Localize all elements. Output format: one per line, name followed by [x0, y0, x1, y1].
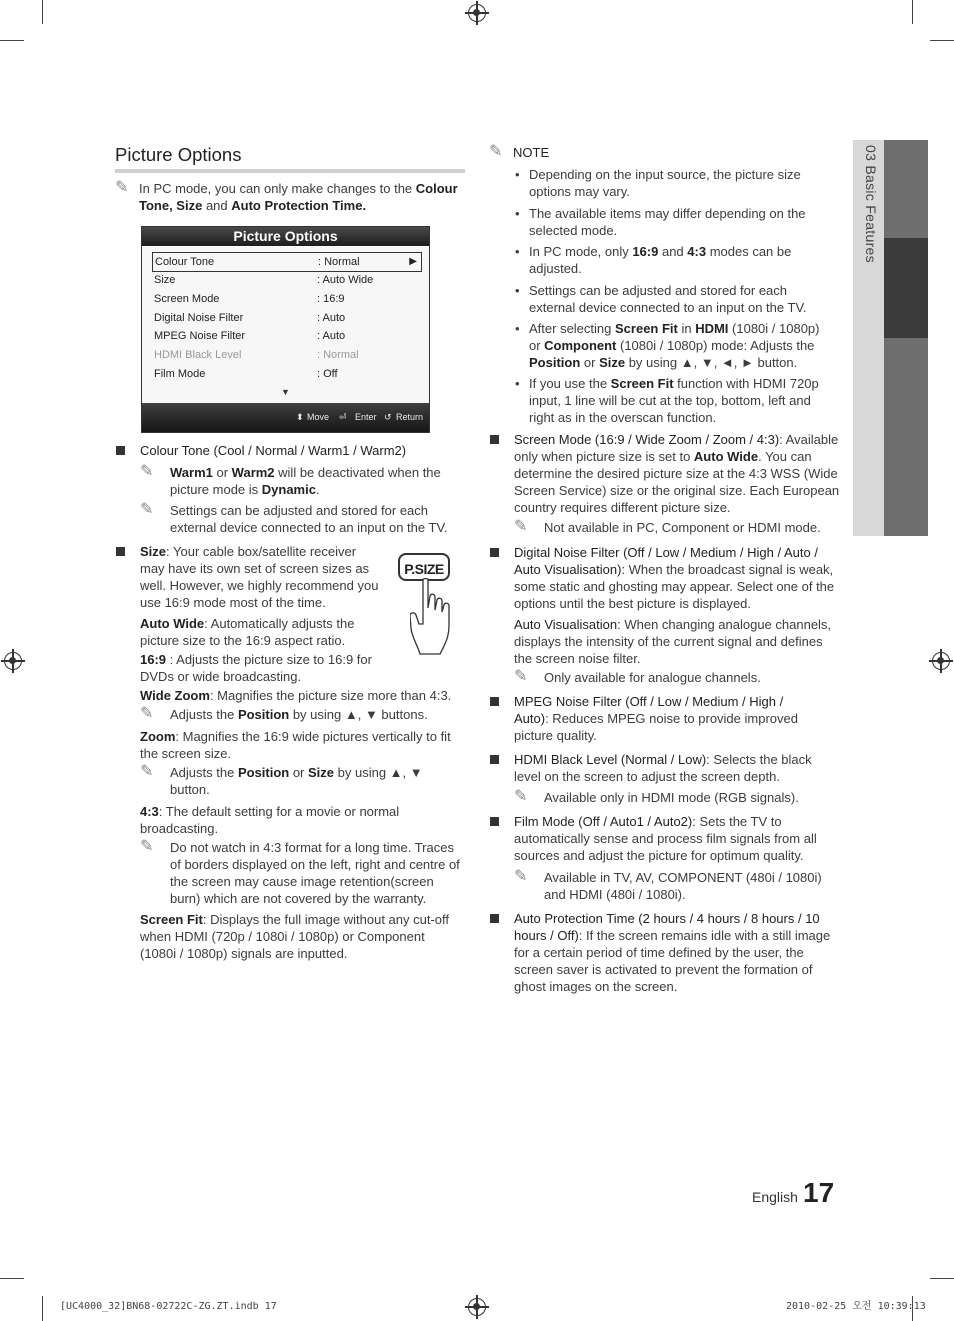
right-arrow-icon: ▶: [409, 256, 417, 267]
page-title: Picture Options: [115, 143, 465, 173]
note-item: The available items may differ depending on the selected mode.: [529, 206, 806, 238]
enter-icon: ⏎: [339, 412, 347, 422]
print-slug-file: [UC4000_32]BN68-02722C-ZG.ZT.indb 17: [60, 1301, 277, 1312]
list-bullet: •: [515, 244, 520, 259]
note-heading: ✎ NOTE: [489, 143, 550, 160]
auto-wide-paragraph: Auto Wide: Automatically adjusts the picture size to the 16:9 aspect ratio.: [140, 616, 355, 648]
bullet-square: [116, 446, 125, 455]
p-size-button-illustration: P.SIZE: [398, 553, 450, 581]
bullet-square: [490, 817, 499, 826]
digital-noise-filter-paragraph: Digital Noise Filter (Off / Low / Medium / High / Auto / Auto Visualisation): When the broadcast signal is weak, some static and ghosting may appear. Select one of the options until the best picture is displayed.: [514, 545, 835, 611]
pencil-note-icon: ✎: [140, 838, 154, 855]
pencil-note-icon: ✎: [140, 463, 154, 480]
film-mode-paragraph: Film Mode (Off / Auto1 / Auto2): Sets the TV to automatically sense and process film signals from all sources and adjust the picture for optimum quality.: [514, 814, 817, 863]
zoom-paragraph: Zoom: Magnifies the 16:9 wide pictures vertically to fit the screen size.: [140, 729, 451, 761]
registration-mark-icon: [932, 652, 950, 670]
wide-zoom-note: ✎ Adjusts the Position by using ▲, ▼ buttons.: [140, 705, 428, 722]
note-item: Depending on the input source, the picture size options may vary.: [529, 167, 801, 199]
hand-pointer-icon: [410, 578, 468, 656]
screen-mode-note: ✎ Not available in PC, Component or HDMI mode.: [514, 518, 821, 535]
pencil-note-icon: ✎: [514, 668, 528, 685]
hdmi-black-level-note: ✎ Available only in HDMI mode (RGB signals).: [514, 788, 799, 805]
chapter-tab-block: [884, 338, 928, 536]
osd-row-mpeg-noise-filter[interactable]: MPEG Noise Filter : Auto: [154, 330, 346, 342]
list-bullet: •: [515, 167, 520, 182]
crop-mark: [912, 0, 913, 24]
print-slug-date: 2010-02-25 오전 10:39:13: [786, 1301, 926, 1312]
osd-footer: [142, 403, 429, 432]
osd-row-screen-mode[interactable]: Screen Mode : 16:9: [154, 293, 345, 305]
footer-language: English: [752, 1189, 798, 1205]
bullet-square: [490, 755, 499, 764]
colour-tone-heading: Colour Tone (Cool / Normal / Warm1 / Warm2): [140, 443, 407, 458]
list-bullet: •: [515, 376, 520, 391]
crop-mark: [42, 1296, 43, 1321]
auto-protection-time-paragraph: Auto Protection Time (2 hours / 4 hours / 8 hours / 10 hours / Off): If the screen remains idle with a still image for a certain period of time defined by the user, the screen saver is activated to prevent the formation of ghost images on the screen.: [514, 911, 831, 994]
bullet-square: [490, 697, 499, 706]
pencil-note-icon: ✎: [514, 788, 528, 805]
crop-mark: [930, 40, 954, 41]
osd-move-label: Move: [307, 412, 330, 422]
chapter-tab-label: 03 Basic Features: [863, 145, 879, 263]
osd-row-size[interactable]: Size : Auto Wide: [154, 274, 374, 286]
screen-mode-paragraph: Screen Mode (16:9 / Wide Zoom / Zoom / 4:3): Available only when picture size is set to Auto Wide. You can determine the desired picture size at the 4:3 WSS (Wide Screen Service) size or the original size. Each European country requires different picture size.: [514, 432, 840, 515]
auto-visualisation-paragraph: Auto Visualisation: When changing analogue channels, displays the intensity of the current signal and defines the screen noise filter.: [514, 617, 832, 666]
note-item: Settings can be adjusted and stored for each external device connected to an input on the TV.: [529, 283, 807, 315]
note-item: In PC mode, only 16:9 and 4:3 modes can be adjusted.: [529, 244, 792, 276]
auto-visualisation-note: ✎ Only available for analogue channels.: [514, 668, 761, 685]
osd-return-label: Return: [396, 412, 424, 422]
pencil-note-icon: ✎: [514, 518, 528, 535]
pencil-note-icon: ✎: [514, 868, 528, 885]
bullet-square: [490, 548, 499, 557]
list-bullet: •: [515, 283, 520, 298]
osd-title: Picture Options: [142, 227, 429, 246]
chapter-tab-block-active: [884, 238, 928, 338]
crop-mark: [42, 0, 43, 24]
crop-mark: [930, 1278, 954, 1279]
film-mode-note: ✎ Available in TV, AV, COMPONENT (480i / 1080i) and HDMI (480i / 1080i).: [514, 868, 822, 902]
page-number: 17: [803, 1177, 835, 1208]
hdmi-black-level-paragraph: HDMI Black Level (Normal / Low): Selects the black level on the screen to adjust the screen depth.: [514, 752, 812, 784]
pencil-note-icon: ✎: [115, 179, 129, 196]
registration-mark-icon: [4, 652, 22, 670]
ratio-16-9-paragraph: 16:9 : Adjusts the picture size to 16:9 for DVDs or wide broadcasting.: [140, 652, 372, 684]
mpeg-noise-filter-paragraph: MPEG Noise Filter (Off / Low / Medium / High / Auto): Reduces MPEG noise to provide improved picture quality.: [514, 694, 798, 743]
crop-mark: [0, 1278, 24, 1279]
osd-row-film-mode[interactable]: Film Mode : Off: [154, 368, 338, 380]
ratio-4-3-note: ✎ Do not watch in 4:3 format for a long time. Traces of borders displayed on the left, right and centre of the screen may cause image retention(screen burn) which are not covered by the warranty.: [140, 838, 460, 906]
zoom-note: ✎ Adjusts the Position or Size by using ▲, ▼ button.: [140, 763, 423, 797]
move-icon: ⬍: [296, 412, 304, 422]
osd-row-hdmi-black-level: HDMI Black Level : Normal: [154, 349, 359, 361]
note-item: After selecting Screen Fit in HDMI (1080i / 1080p) or Component (1080i / 1080p) mode: Adjusts the Position or Size by using ▲, ▼, ◄, ► button.: [529, 321, 820, 370]
pencil-note-icon: ✎: [140, 763, 154, 780]
bullet-square: [490, 435, 499, 444]
intro-note: ✎ In PC mode, you can only make changes to the Colour Tone, Size and Auto Protection Time.: [115, 179, 458, 213]
wide-zoom-paragraph: Wide Zoom: Magnifies the picture size more than 4:3.: [140, 688, 452, 703]
pencil-note-icon: ✎: [140, 705, 154, 722]
size-paragraph: Size: Your cable box/satellite receiver may have its own set of screen sizes as well. However, we highly recommend you use 16:9 mode most of the time.: [140, 544, 379, 610]
colour-tone-note-2: ✎ Settings can be adjusted and stored for each external device connected to an input on the TV.: [140, 501, 448, 535]
osd-menu: [141, 226, 430, 433]
registration-mark-icon: [468, 4, 486, 22]
registration-mark-icon: [468, 1298, 486, 1316]
colour-tone-note-1: ✎ Warm1 or Warm2 will be deactivated when the picture mode is Dynamic.: [140, 463, 441, 497]
list-bullet: •: [515, 321, 520, 336]
note-item: If you use the Screen Fit function with HDMI 720p input, 1 line will be cut at the top, bottom, left and right as in the overscan function.: [529, 376, 819, 425]
return-icon: ↺: [384, 412, 392, 422]
crop-mark: [0, 40, 24, 41]
pencil-note-icon: ✎: [489, 143, 503, 160]
bullet-square: [490, 914, 499, 923]
osd-row-digital-noise-filter[interactable]: Digital Noise Filter : Auto: [154, 312, 346, 324]
pencil-note-icon: ✎: [140, 501, 154, 518]
osd-row-colour-tone[interactable]: Colour Tone : Normal ▶: [152, 252, 422, 272]
screen-fit-paragraph: Screen Fit: Displays the full image without any cut-off when HDMI (720p / 1080i / 1080p) or Component (1080i / 1080p) signals are inputted.: [140, 912, 450, 961]
list-bullet: •: [515, 206, 520, 221]
scroll-down-icon: ▼: [281, 387, 290, 397]
ratio-4-3-paragraph: 4:3: The default setting for a movie or normal broadcasting.: [140, 804, 400, 836]
bullet-square: [116, 547, 125, 556]
chapter-tab-block: [884, 140, 928, 238]
osd-enter-label: Enter: [355, 412, 377, 422]
